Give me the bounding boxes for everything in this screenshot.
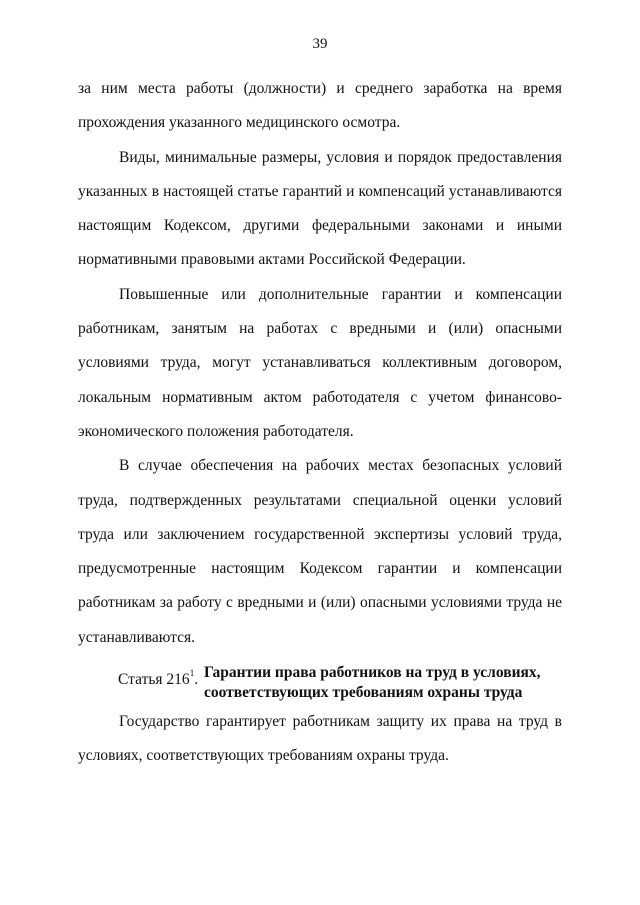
paragraph: Виды, минимальные размеры, условия и порядок предоставления указанных в настоящей статье гарантий и компенсаций устанавливаются настоящим Кодексом, другими федеральными законами и иными нормативными правовыми актами Российской Федерации. [78, 148, 562, 269]
paragraph: В случае обеспечения на рабочих местах безопасных условий труда, подтвержденных результатами специальной оценки условий труда или заключением государственной экспертизы условий труда, предусмотренные настоящим Кодексом гарантии и компенсации работникам за работу с вредными и (или) опасными условиями труда не устанавливаются. [78, 457, 562, 646]
article-body [78, 705, 562, 774]
article-heading [118, 663, 558, 703]
article-number [118, 663, 204, 703]
article-title: Гарантии права работников на труд в условиях, соответствующих требованиям охраны труда [204, 664, 541, 701]
page-number: 39 [312, 36, 328, 52]
article-label: Статья 216 [118, 671, 190, 688]
document-body [78, 72, 562, 655]
paragraph: Государство гарантирует работникам защиту их права на труд в условиях, соответствующих требованиям охраны труда. [78, 713, 562, 765]
paragraph: за ним места работы (должности) и среднего заработка на время прохождения указанного медицинского осмотра. [78, 80, 562, 132]
article-superscript: 1 [189, 668, 195, 678]
article-label-suffix: . [194, 671, 199, 688]
paragraph: Повышенные или дополнительные гарантии и компенсации работникам, занятым на работах с вредными и (или) опасными условиями труда, могут устанавливаться коллективным договором, локальным нормативным актом работодателя с учетом финансово-экономического положения работодателя. [78, 285, 562, 440]
